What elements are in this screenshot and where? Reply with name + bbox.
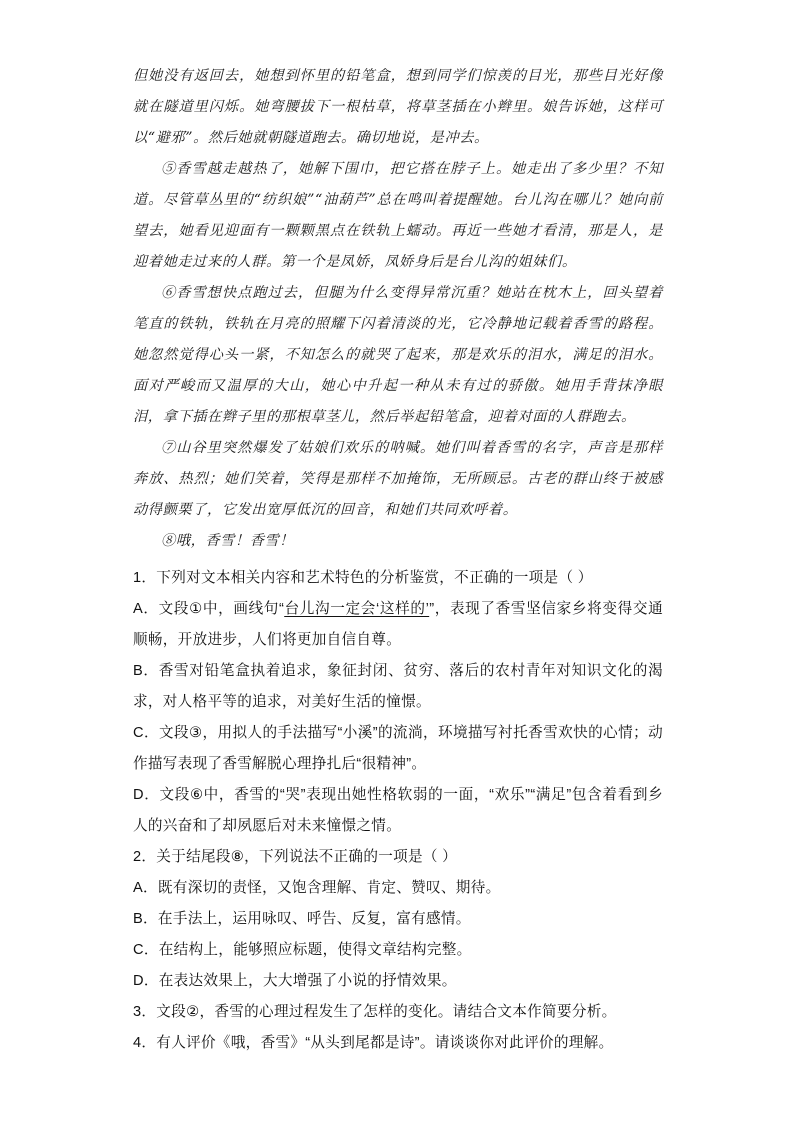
question-2: 2．关于结尾段⑧，下列说法不正确的一项是（ ）	[133, 849, 458, 865]
question-4: 4．有人评价《哦，香雪》“从头到尾都是诗”。请谈谈你对此评价的理解。	[133, 1035, 614, 1051]
underlined-sentence: 台儿沟一定会‘这样的’	[284, 601, 430, 617]
question-2-option-d: D．在表达效果上，大大增强了小说的抒情效果。	[133, 973, 457, 989]
story-passage	[133, 61, 663, 557]
question-1-option-b: B．香雪对铅笔盒执着追求，象征封闭、贫穷、落后的农村青年对知识文化的渴求，对人格平等的追求，对美好生活的憧憬。	[133, 663, 663, 710]
question-2-option-a: A．既有深切的责怪，又饱含理解、肯定、赞叹、期待。	[133, 880, 501, 896]
question-1-option-c: C．文段③，用拟人的手法描写“小溪”的流淌，环境描写衬托香雪欢快的心情；动作描写表现了香雪解脱心理挣扎后“很精神”。	[133, 725, 663, 772]
question-2-option-b: B．在手法上，运用咏叹、呼告、反复，富有感情。	[133, 911, 471, 927]
paragraph-6: ⑥香雪想快点跑过去，但腿为什么变得异常沉重？她站在枕木上，回头望着笔直的铁轨，铁轨在月亮的照耀下闪着清淡的光，它冷静地记载着香雪的路程。她忽然觉得心头一紧，不知怎么的就哭了起来，那是欢乐的泪水，满足的泪水。面对严峻而又温厚的大山，她心中升起一种从未有过的骄傲。她用手背抹净眼泪，拿下插在辫子里的那根草茎儿，然后举起铅笔盒，迎着对面的人群跑去。	[133, 285, 663, 425]
paragraph-5: ⑤香雪越走越热了，她解下围巾，把它搭在脖子上。她走出了多少里？不知道。尽管草丛里的“纺织娘”“油葫芦”总在鸣叫着提醒她。台儿沟在哪儿？她向前望去，她看见迎面有一颗颗黑点在铁轨上蠕动。再近一些她才看清，那是人，是迎着她走过来的人群。第一个是凤娇，凤娇身后是台儿沟的姐妹们。	[133, 161, 663, 270]
question-3: 3．文段②，香雪的心理过程发生了怎样的变化。请结合文本作简要分析。	[133, 1004, 617, 1020]
question-section	[133, 563, 663, 1059]
option-a-text-pre: A．文段①中，画线句“	[133, 601, 285, 617]
paragraph-8: ⑧哦，香雪！香雪！	[161, 533, 295, 549]
question-2-option-c: C．在结构上，能够照应标题，使得文章结构完整。	[133, 942, 472, 958]
paragraph-continued: 但她没有返回去，她想到怀里的铅笔盒，想到同学们惊羡的目光，那些目光好像就在隧道里闪烁。她弯腰拔下一根枯草，将草茎插在小辫里。娘告诉她，这样可以“避邪”。然后她就朝隧道跑去。确切地说，是冲去。	[133, 68, 663, 146]
question-1: 1．下列对文本相关内容和艺术特色的分析鉴赏，不正确的一项是（ ）	[133, 570, 593, 586]
option-a-text-post: ”，表现了香雪坚信家乡将变得交通顺畅，开放进步，人们将更加自信自尊。	[133, 601, 663, 648]
paragraph-7: ⑦山谷里突然爆发了姑娘们欢乐的呐喊。她们叫着香雪的名字，声音是那样奔放、热烈；她们笑着，笑得是那样不加掩饰，无所顾忌。古老的群山终于被感动得颤栗了，它发出宽厚低沉的回音，和她们共同欢呼着。	[133, 440, 663, 518]
question-1-option-d: D．文段⑥中，香雪的“哭”表现出她性格软弱的一面，“欢乐”“满足”包含着看到乡人的兴奋和了却夙愿后对未来憧憬之情。	[133, 787, 663, 834]
question-1-option-a	[133, 594, 663, 656]
